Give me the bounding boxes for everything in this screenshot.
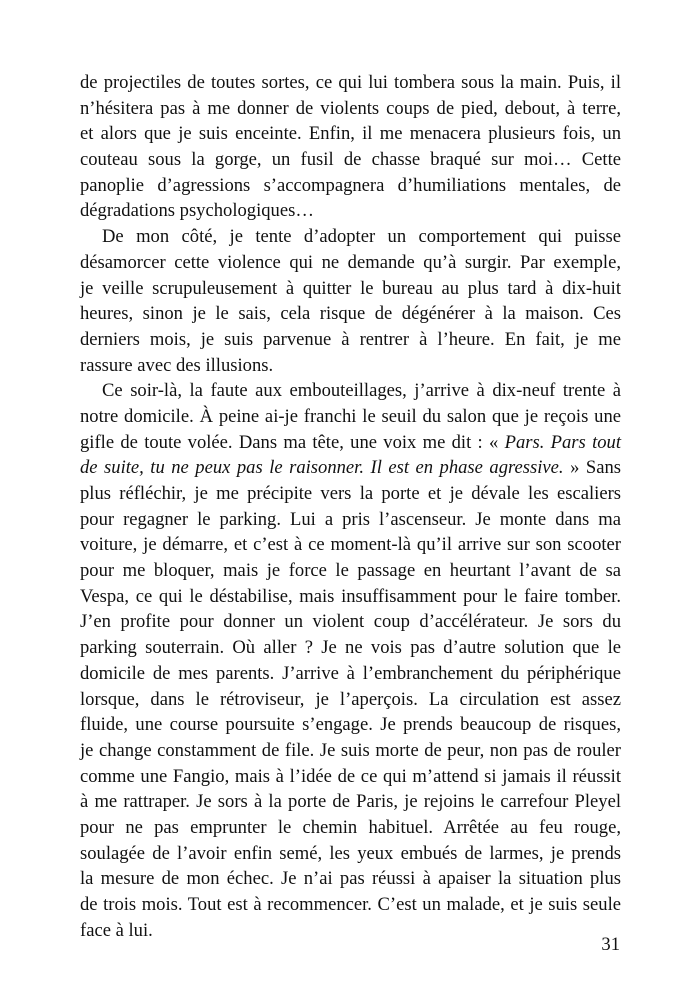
italic-text-segment: Pars. Pars tout — [504, 431, 621, 453]
text-line — [80, 327, 621, 353]
text-line — [80, 712, 621, 738]
text-line — [80, 276, 621, 302]
text-line — [80, 224, 621, 250]
text-segment: face à lui. — [80, 919, 153, 941]
text-line — [80, 609, 621, 635]
text-line — [80, 70, 621, 96]
text-line — [80, 635, 621, 661]
text-segment: De mon côté, je tente d’adopter un comportement qui puisse — [102, 226, 621, 248]
text-segment: domicile de mes parents. J’arrive à l’embranchement du périphérique — [80, 662, 621, 684]
text-line — [80, 430, 621, 456]
text-line — [80, 507, 621, 533]
paragraph — [80, 224, 621, 378]
text-segment: notre domicile. À peine ai-je franchi le seuil du salon que je reçois une — [80, 405, 621, 427]
paragraph — [80, 378, 621, 943]
text-segment: et alors que je suis enceinte. Enfin, il me menacera plusieurs fois, un — [80, 123, 621, 145]
text-segment: gifle de toute volée. Dans ma tête, une voix me dit : « — [80, 431, 505, 453]
text-line — [80, 738, 621, 764]
text-segment: heures, sinon je le sais, cela risque de dégénérer à la maison. Ces — [80, 303, 621, 325]
text-line — [80, 96, 621, 122]
text-line — [80, 198, 621, 224]
text-segment: n’hésitera pas à me donner de violents coups de pied, debout, à terre, — [80, 97, 621, 119]
text-segment: plus réfléchir, je me précipite vers la porte et je dévale les escaliers — [80, 483, 621, 504]
text-segment: comme une Fangio, mais à l’idée de ce qui m’attend si jamais il réussit — [80, 765, 621, 787]
text-segment: derniers mois, je suis parvenue à rentrer à l’heure. En fait, je me — [80, 328, 621, 350]
text-segment: soulagée de l’avoir enfin semé, les yeux embués de larmes, je prends — [80, 842, 621, 864]
text-line — [80, 378, 621, 404]
text-line — [80, 687, 621, 713]
text-segment: rassure avec des illusions. — [80, 354, 274, 376]
text-line — [80, 558, 621, 584]
text-segment: panoplie d’agressions s’accompagnera d’humiliations mentales, de — [80, 174, 621, 196]
text-segment: de projectiles de toutes sortes, ce qui lui tombera sous la main. Puis, il — [80, 72, 621, 93]
text-line — [80, 455, 621, 481]
text-segment: voiture, je démarre, et c’est à ce moment-là qu’il arrive sur son scooter — [80, 534, 621, 556]
text-line — [80, 353, 621, 379]
text-line — [80, 121, 621, 147]
text-segment: pour ne pas emprunter le chemin habituel. Arrêtée au feu rouge, — [80, 816, 621, 838]
text-segment: je veille scrupuleusement à quitter le bureau au plus tard à dix-huit — [80, 277, 621, 299]
text-line — [80, 250, 621, 276]
text-segment: lorsque, dans le rétroviseur, je l’aperçois. La circulation est assez — [80, 688, 621, 710]
text-segment: la mesure de mon échec. Je n’ai pas réussi à apaiser la situation plus — [80, 868, 621, 890]
text-segment: Vespa, ce qui le déstabilise, mais insuffisamment pour le faire tomber. — [80, 585, 621, 607]
text-segment: de trois mois. Tout est à recommencer. C’est un malade, et je suis seule — [80, 894, 621, 915]
paragraph — [80, 70, 621, 224]
italic-text-segment: de suite, tu ne peux pas le raisonner. Il est en phase agressive. — [80, 457, 564, 479]
text-segment: dégradations psychologiques… — [80, 200, 314, 222]
text-line — [80, 866, 621, 892]
text-line — [80, 789, 621, 815]
text-segment: je change constamment de file. Je suis morte de peur, non pas de rouler — [80, 739, 621, 761]
text-line — [80, 661, 621, 687]
text-segment: pour me bloquer, mais je force le passage en heurtant l’avant de sa — [80, 560, 621, 582]
page-body-text — [80, 70, 621, 943]
page-number: 31 — [601, 934, 620, 955]
text-line — [80, 481, 621, 507]
text-line — [80, 532, 621, 558]
text-line — [80, 892, 621, 918]
text-segment: à me rattraper. Je sors à la porte de Paris, je rejoins le carrefour Pleyel — [80, 791, 621, 813]
text-line — [80, 301, 621, 327]
text-segment: parking souterrain. Où aller ? Je ne vois pas d’autre solution que le — [80, 637, 621, 659]
text-segment: pour regagner le parking. Lui a pris l’ascenseur. Je monte dans ma — [80, 508, 621, 530]
text-line — [80, 918, 621, 944]
text-line — [80, 584, 621, 610]
text-segment: Ce soir-là, la faute aux embouteillages, j’arrive à dix-neuf trente à — [102, 380, 621, 402]
text-line — [80, 815, 621, 841]
text-segment: J’en profite pour donner un violent coup d’accélérateur. Je sors du — [80, 611, 621, 633]
text-segment: désamorcer cette violence qui ne demande qu’à surgir. Par exemple, — [80, 251, 621, 273]
text-line — [80, 764, 621, 790]
text-line — [80, 841, 621, 867]
text-line — [80, 147, 621, 173]
text-segment: couteau sous la gorge, un fusil de chasse braqué sur moi… Cette — [80, 149, 621, 171]
text-segment: » Sans — [563, 457, 621, 479]
text-segment: fluide, une course poursuite s’engage. Je prends beaucoup de risques, — [80, 714, 621, 736]
text-line — [80, 173, 621, 199]
text-line — [80, 404, 621, 430]
